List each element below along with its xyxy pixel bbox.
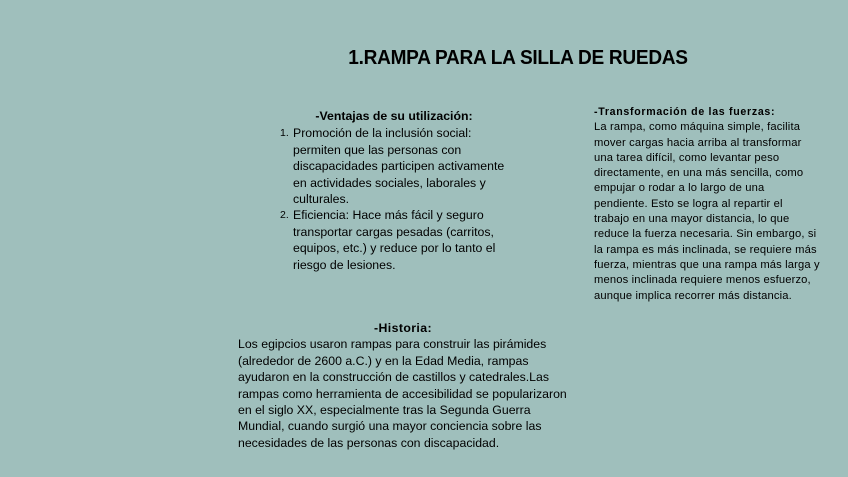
historia-body: Los egipcios usaron rampas para construir las pirámides (alrededor de 2600 a.C.) y en la Edad Media, rampas ayudaron en la construcción de castillos y catedrales.Las rampas como herramienta de accesibilidad se popularizaron en el siglo XX, especialmente tras la Segunda Guerra Mundial, cuando surgió una mayor conciencia sobre las necesidades de las personas con discapacidad. (238, 337, 567, 450)
ventajas-section (276, 108, 516, 273)
fuerzas-section (594, 105, 820, 304)
list-number: 2. (280, 209, 289, 222)
historia-heading: -Historia: (374, 321, 432, 335)
ventajas-item (276, 207, 516, 273)
list-number: 1. (280, 127, 289, 140)
slide-title: 1.RAMPA PARA LA SILLA DE RUEDAS (348, 46, 688, 69)
ventajas-list (276, 125, 516, 273)
fuerzas-heading: -Transformación de las fuerzas: (594, 106, 776, 118)
ventajas-heading: -Ventajas de su utilización: (315, 109, 473, 123)
ventajas-item-text: Eficiencia: Hace más fácil y seguro transportar cargas pesadas (carritos, equipos, etc.) y reduce por lo tanto el riesgo de lesiones. (293, 208, 496, 272)
ventajas-item-text: Promoción de la inclusión social: permiten que las personas con discapacidades participen activamente en actividades sociales, laborales y culturales. (293, 126, 505, 207)
fuerzas-body: La rampa, como máquina simple, facilita mover cargas hacia arriba al transformar una tarea difícil, como levantar peso directamente, en una más sencilla, como empujar o rodar a lo largo de una pendiente. Esto se logra al repartir el trabajo en una mayor distancia, lo que reduce la fuerza necesaria. Sin embargo, si la rampa es más inclinada, se requiere más fuerza, mientras que una rampa más larga y menos inclinada requiere menos esfuerzo, aunque implica recorrer más distancia. (594, 121, 820, 302)
historia-section (238, 320, 578, 451)
ventajas-item (276, 125, 516, 207)
